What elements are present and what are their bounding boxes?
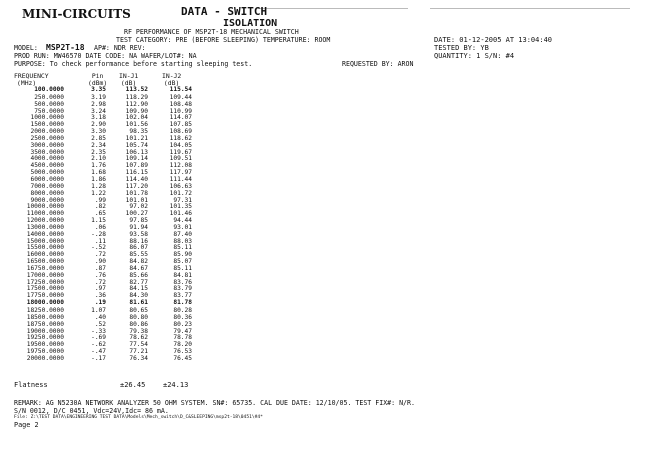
frequency-cell: 15500.0000 [26,244,64,252]
pin-cell: 3.24 [91,107,106,115]
in-j1-cell: 101.01 [125,196,148,204]
in-j2-cell: 117.97 [169,169,192,177]
frequency-cell: 12000.0000 [26,217,64,225]
pin-cell: 2.35 [91,148,106,156]
in-j1-cell: 86.07 [129,244,148,252]
purpose-line: PURPOSE: To check performance before starting sleeping test. [14,60,253,68]
in-j2-cell: 93.01 [173,223,192,231]
frequency-cell: 7000.0000 [30,182,64,190]
tested-by: TESTED BY: YB [434,44,489,52]
in-j2-cell: 83.79 [173,285,192,293]
in-j1-cell: 80.65 [129,307,148,314]
in-j2-cell: 81.78 [173,299,192,307]
pin-cell: .87 [94,264,106,272]
in-j1-cell: 77.21 [129,348,148,356]
in-j1-cell: 84.82 [129,258,148,266]
frequency-cell: 18250.0000 [26,307,64,314]
in-j1-cell: 107.89 [125,162,148,170]
pin-cell: -.33 [91,327,106,335]
frequency-cell: 4000.0000 [30,155,64,163]
in-j1-cell: 82.77 [129,278,148,286]
in-j2-cell: 83.77 [173,292,192,300]
page-number: Page 2 [14,421,39,429]
in-j1-cell: 85.55 [129,251,148,259]
in-j1-cell: 113.52 [125,86,148,93]
in-j2-cell: 80.36 [173,313,192,321]
in-j1-cell: 80.80 [129,313,148,321]
pin-cell: .40 [94,313,106,321]
in-j1-cell: 97.85 [129,217,148,225]
frequency-cell: 8000.0000 [30,189,64,197]
pin-cell: 3.30 [91,128,106,136]
pin-cell: 3.19 [91,93,106,101]
pin-cell: .97 [94,285,106,293]
in-j2-cell: 78.20 [173,341,192,349]
in-j2-cell: 119.67 [169,148,192,156]
in-j2-cell: 111.44 [169,175,192,183]
frequency-cell: 2000.0000 [30,128,64,136]
in-j2-cell: 101.46 [169,210,192,218]
in-j1-cell: 85.66 [129,271,148,279]
pin-cell: .82 [94,203,106,211]
in-j1-cell: 109.14 [125,155,148,163]
in-j2-cell: 84.81 [173,271,192,279]
pin-cell: 2.90 [91,121,106,129]
in-j2-cell: 104.05 [169,141,192,149]
frequency-cell: 16750.0000 [26,264,64,272]
frequency-cell: 20000.0000 [26,354,64,362]
frequency-cell: 18000.0000 [26,299,64,307]
pin-cell: 2.85 [91,134,106,142]
pin-cell: .72 [94,251,106,259]
in-j1-cell: 84.15 [129,285,148,293]
report-type: DATA - SWITCH [181,5,268,18]
pin-cell: .65 [94,210,106,218]
in-j2-cell: 114.07 [169,114,192,122]
flatness-in-j1: ±26.45 [120,381,146,389]
pin-cell: .11 [94,237,106,245]
in-j1-cell: 84.30 [129,292,148,300]
scan-artifact [430,8,630,9]
requested-by: REQUESTED BY: ARON [342,60,414,68]
frequency-cell: 17250.0000 [26,278,64,286]
scan-artifact [258,8,408,9]
frequency-cell: 17500.0000 [26,285,64,293]
in-j2-cell: 78.78 [173,334,192,342]
frequency-cell: 1000.0000 [30,114,64,122]
pin-cell: 1.28 [91,182,106,190]
in-j1-cell: 100.27 [125,210,148,218]
frequency-cell: 6000.0000 [30,175,64,183]
in-j1-cell: 76.34 [129,354,148,362]
rf-performance-line: RF PERFORMANCE OF MSP2T-18 MECHANICAL SWITCH [124,28,299,36]
frequency-cell: 11000.0000 [26,210,64,218]
file-path-line: File: Z:\TEST DATA\ENGINEERING TEST DATA\Models\Mech_switch\D_C&SLEEPING\msp2t-18\0451\#4* [14,415,263,420]
column-header-pin: Pin (dBm) [88,72,108,87]
pin-cell: .36 [94,292,106,300]
pin-cell: 1.07 [91,307,106,314]
in-j1-cell: 93.58 [129,230,148,238]
pin-cell: 2.10 [91,155,106,163]
frequency-cell: 16500.0000 [26,258,64,266]
in-j2-cell: 76.53 [173,348,192,356]
frequency-cell: 19000.0000 [26,327,64,335]
ap-ndr-line: AP#: NDR REV: [94,44,146,52]
pin-cell: -.52 [91,244,106,252]
frequency-cell: 19750.0000 [26,348,64,356]
frequency-cell: 14000.0000 [26,230,64,238]
in-j2-cell: 109.51 [169,155,192,163]
in-j1-cell: 101.78 [125,189,148,197]
frequency-cell: 18500.0000 [26,313,64,321]
in-j1-cell: 97.02 [129,203,148,211]
in-j2-cell: 115.54 [169,86,192,93]
pin-cell: .72 [94,278,106,286]
in-j1-cell: 80.86 [129,320,148,328]
in-j2-cell: 110.99 [169,107,192,115]
in-j2-cell: 85.90 [173,251,192,259]
in-j1-cell: 91.94 [129,223,148,231]
in-j2-cell: 108.48 [169,100,192,108]
in-j1-cell: 78.62 [129,334,148,342]
in-j2-cell: 101.35 [169,203,192,211]
remark-line: REMARK: AG N5230A NETWORK ANALYZER 50 OHM SYSTEM. SN#: 65735. CAL DUE DATE: 12/10/05. TEST FIX#: N/R. [14,399,415,407]
sn-dc-line: S/N 0012, D/C 0451, Vdc=24V,Idc= 86 mA. [14,407,169,415]
frequency-cell: 250.0000 [34,93,64,101]
frequency-cell: 10000.0000 [26,203,64,211]
in-j1-cell: 101.56 [125,121,148,129]
quantity-sn-line: QUANTITY: 1 S/N: #4 [434,52,515,60]
in-j2-cell: 88.03 [173,237,192,245]
in-j1-cell: 98.35 [129,128,148,136]
in-j1-cell: 84.67 [129,264,148,272]
pin-cell: .90 [94,258,106,266]
in-j1-cell: 105.74 [125,141,148,149]
pin-cell: .76 [94,271,106,279]
pin-cell: 1.15 [91,217,106,225]
model-value: MSP2T-18 [46,43,85,52]
in-j1-cell: 109.90 [125,107,148,115]
frequency-cell: 17750.0000 [26,292,64,300]
frequency-cell: 19250.0000 [26,334,64,342]
in-j2-cell: 83.76 [173,278,192,286]
frequency-cell: 100.0000 [34,86,64,93]
pin-cell: 2.98 [91,100,106,108]
prod-run-line: PROD RUN: MW46570 DATE CODE: NA WAFER/LOT#: NA [14,52,197,60]
flatness-label: Flatness [14,381,48,389]
date-line: DATE: 01-12-2005 AT 13:04:40 [434,36,553,44]
in-j2-cell: 108.69 [169,128,192,136]
pin-cell: -.62 [91,341,106,349]
test-name: ISOLATION [223,18,278,29]
company-name: MINI-CIRCUITS [22,7,131,21]
pin-cell: 2.34 [91,141,106,149]
in-j2-cell: 85.07 [173,258,192,266]
in-j1-cell: 79.38 [129,327,148,335]
in-j1-cell: 102.04 [125,114,148,122]
flatness-in-j2: ±24.13 [163,381,189,389]
in-j1-cell: 77.54 [129,341,148,349]
frequency-cell: 750.0000 [34,107,64,115]
frequency-cell: 17000.0000 [26,271,64,279]
frequency-cell: 3000.0000 [30,141,64,149]
in-j2-cell: 109.44 [169,93,192,101]
in-j2-cell: 106.63 [169,182,192,190]
in-j2-cell: 118.62 [169,134,192,142]
in-j2-cell: 87.40 [173,230,192,238]
pin-cell: 3.18 [91,114,106,122]
pin-cell: 1.76 [91,162,106,170]
in-j1-cell: 114.40 [125,175,148,183]
in-j2-cell: 101.72 [169,189,192,197]
in-j1-cell: 118.29 [125,93,148,101]
frequency-cell: 18750.0000 [26,320,64,328]
test-category-line: TEST CATEGORY: PRE (BEFORE SLEEPING) TEMPERATURE: ROOM [116,36,331,44]
in-j2-cell: 80.28 [173,307,192,314]
pin-cell: 1.86 [91,175,106,183]
column-header-in-j1: IN-J1 (dB) [119,72,139,87]
pin-cell: -.47 [91,348,106,356]
pin-cell: .99 [94,196,106,204]
pin-cell: .52 [94,320,106,328]
column-header-in-j2: IN-J2 (dB) [162,72,182,87]
in-j2-cell: 85.11 [173,264,192,272]
pin-cell: .19 [94,299,106,307]
frequency-cell: 5000.0000 [30,169,64,177]
in-j1-cell: 101.21 [125,134,148,142]
frequency-cell: 13000.0000 [26,223,64,231]
in-j1-cell: 117.20 [125,182,148,190]
frequency-cell: 500.0000 [34,100,64,108]
pin-cell: .06 [94,223,106,231]
model-label: MODEL: [14,44,38,52]
frequency-cell: 16000.0000 [26,251,64,259]
pin-cell: -.69 [91,334,106,342]
in-j1-cell: 81.61 [129,299,148,307]
in-j1-cell: 112.90 [125,100,148,108]
pin-cell: 1.68 [91,169,106,177]
frequency-cell: 3500.0000 [30,148,64,156]
column-header-frequency: FREQUENCY (MHz) [14,72,49,87]
frequency-cell: 15000.0000 [26,237,64,245]
pin-cell: -.28 [91,230,106,238]
in-j2-cell: 79.47 [173,327,192,335]
in-j1-cell: 88.16 [129,237,148,245]
in-j2-cell: 112.08 [169,162,192,170]
in-j2-cell: 80.23 [173,320,192,328]
in-j1-cell: 116.15 [125,169,148,177]
in-j2-cell: 85.11 [173,244,192,252]
in-j2-cell: 94.44 [173,217,192,225]
frequency-cell: 19500.0000 [26,341,64,349]
frequency-cell: 4500.0000 [30,162,64,170]
in-j1-cell: 106.13 [125,148,148,156]
pin-cell: -.17 [91,354,106,362]
pin-cell: 3.35 [91,86,106,93]
in-j2-cell: 97.31 [173,196,192,204]
pin-cell: 1.22 [91,189,106,197]
frequency-cell: 1500.0000 [30,121,64,129]
in-j2-cell: 76.45 [173,354,192,362]
in-j2-cell: 107.85 [169,121,192,129]
frequency-cell: 2500.0000 [30,134,64,142]
frequency-cell: 9000.0000 [30,196,64,204]
